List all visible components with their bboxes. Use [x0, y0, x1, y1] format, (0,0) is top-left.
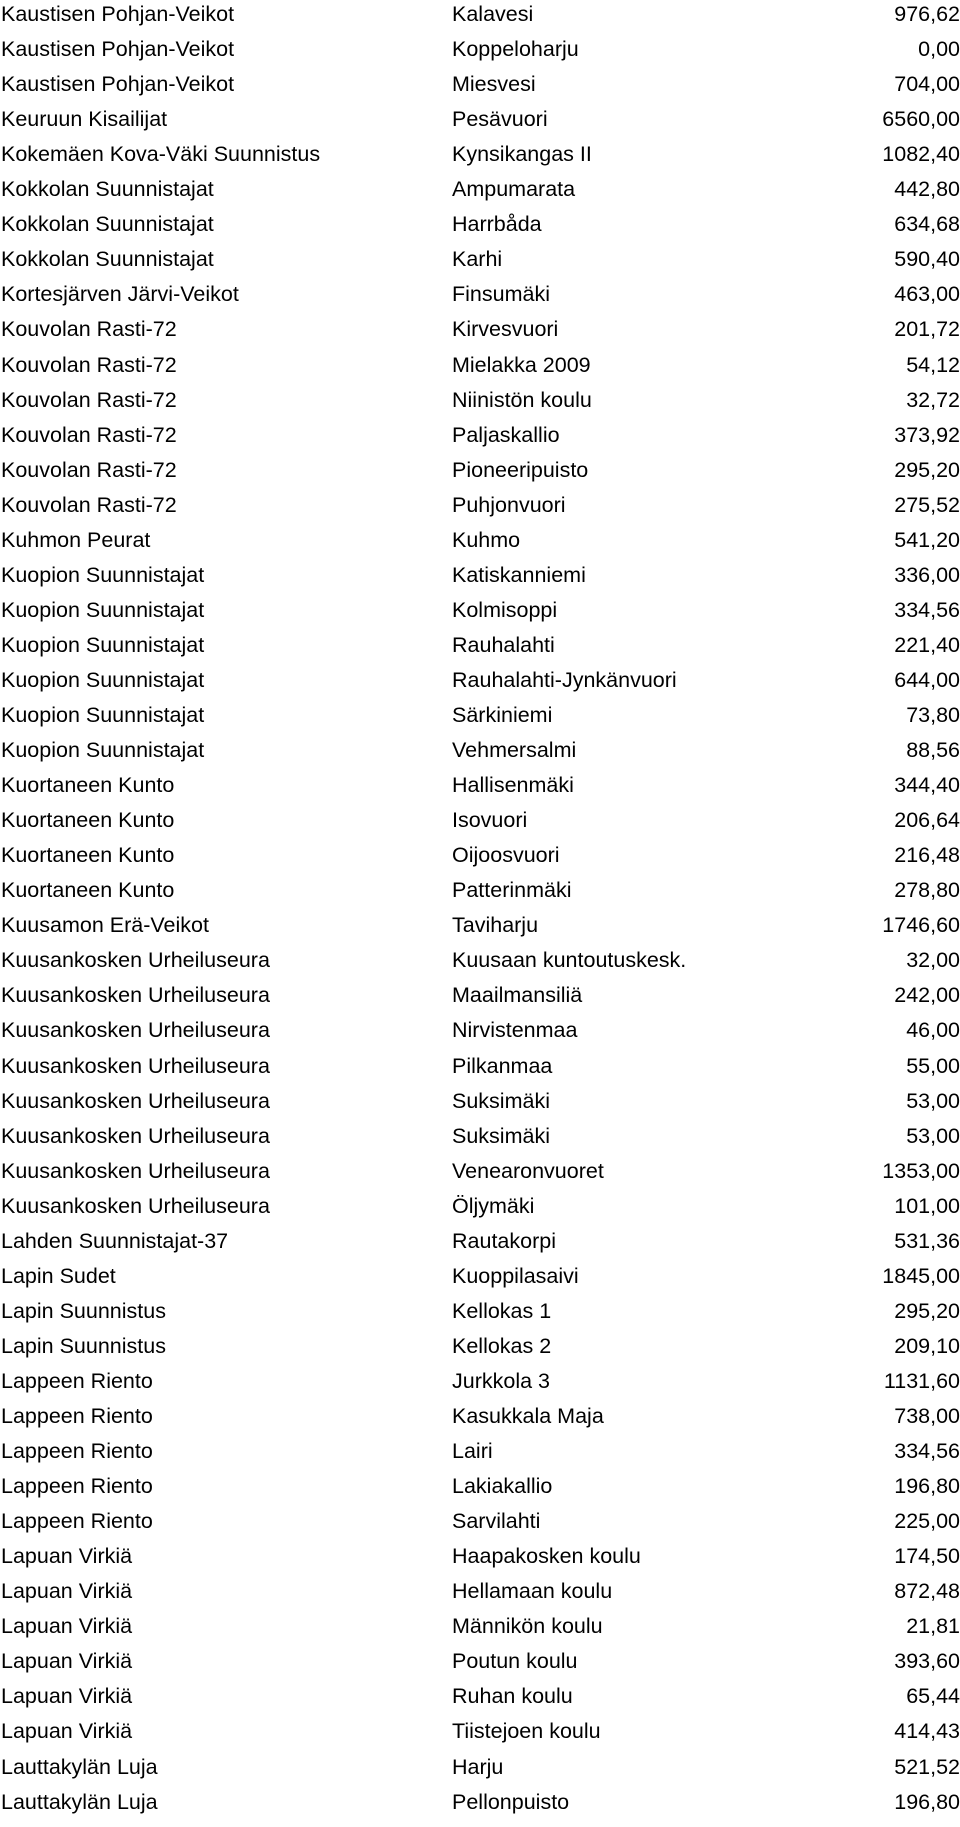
place-name: Oijoosvuori: [452, 843, 560, 868]
club-name: Kokkolan Suunnistajat: [1, 247, 214, 272]
table-row: [0, 1367, 960, 1402]
table-row: [0, 175, 960, 210]
club-name: Kuopion Suunnistajat: [1, 738, 205, 762]
club-name: Kuusankosken Urheiluseura: [1, 1018, 270, 1043]
club-name: Kokkolan Suunnistajat: [1, 212, 214, 237]
amount-value: 541,20: [894, 527, 960, 552]
club-name: Kuortaneen Kunto: [1, 808, 175, 833]
amount-value: 1131,60: [883, 1368, 960, 1393]
club-name: Lapuan Virkiä: [1, 1544, 133, 1569]
amount-value: 88,56: [906, 738, 960, 762]
club-name: Kuopion Suunnistajat: [1, 632, 205, 657]
amount-value: 53,00: [906, 1123, 960, 1148]
amount-value: 336,00: [894, 562, 960, 587]
place-name: Niinistön koulu: [452, 387, 592, 412]
club-name: Lapuan Virkiä: [1, 1719, 133, 1744]
club-name: Kortesjärven Järvi-Veikot: [1, 282, 239, 307]
place-name: Poutun koulu: [452, 1649, 578, 1674]
place-name: Sarvilahti: [452, 1509, 541, 1534]
table-row: [0, 1402, 960, 1437]
club-name: Kuortaneen Kunto: [1, 773, 175, 798]
amount-value: 242,00: [894, 983, 960, 1008]
place-name: Patterinmäki: [452, 878, 572, 903]
club-name: Kokkolan Suunnistajat: [1, 177, 214, 202]
amount-value: 1845,00: [882, 1263, 960, 1288]
amount-value: 590,40: [894, 247, 960, 272]
place-name: Taviharju: [452, 913, 539, 938]
amount-value: 6560,00: [882, 107, 960, 132]
table-row: [0, 981, 960, 1016]
club-name: Lahden Suunnistajat-37: [1, 1228, 229, 1253]
place-name: Männikön koulu: [452, 1614, 603, 1639]
place-name: Rautakorpi: [452, 1228, 556, 1253]
club-name: Kokemäen Kova-Väki Suunnistus: [1, 142, 321, 167]
table-row: [0, 1332, 960, 1367]
place-name: Kirvesvuori: [452, 317, 559, 342]
club-name: Lappeen Riento: [1, 1509, 153, 1534]
place-name: Mielakka 2009: [452, 352, 591, 377]
amount-value: 174,50: [894, 1544, 960, 1569]
amount-value: 196,80: [894, 1474, 960, 1499]
amount-value: 225,00: [894, 1509, 960, 1534]
table-row: [0, 946, 960, 981]
amount-value: 32,00: [906, 948, 960, 973]
table-row: [0, 1262, 960, 1297]
place-name: Ruhan koulu: [452, 1684, 573, 1709]
table-row: [0, 1507, 960, 1542]
amount-value: 206,64: [894, 808, 960, 833]
amount-value: 1746,60: [882, 913, 960, 938]
place-name: Suksimäki: [452, 1123, 550, 1148]
club-name: Kuusankosken Urheiluseura: [1, 1123, 270, 1148]
amount-value: 0,00: [918, 37, 960, 61]
table-row: [0, 1753, 960, 1788]
club-name: Kuusankosken Urheiluseura: [1, 1088, 270, 1113]
place-name: Katiskanniemi: [452, 562, 586, 587]
club-name: Kouvolan Rasti-72: [1, 492, 177, 517]
table-row: [0, 1717, 960, 1752]
table-row: [0, 351, 960, 386]
table-row: [0, 386, 960, 421]
place-name: Karhi: [452, 247, 503, 272]
place-name: Pesävuori: [452, 107, 548, 132]
amount-value: 976,62: [894, 2, 960, 26]
amount-value: 65,44: [906, 1684, 960, 1709]
table-row: [0, 1122, 960, 1157]
amount-value: 46,00: [906, 1018, 960, 1043]
table-row: [0, 1647, 960, 1682]
amount-value: 1353,00: [882, 1158, 960, 1183]
amount-value: 442,80: [894, 177, 960, 202]
table-row: [0, 1788, 960, 1823]
club-name: Kuusankosken Urheiluseura: [1, 948, 270, 973]
club-name: Kuhmon Peurat: [1, 527, 151, 552]
club-name: Kuusankosken Urheiluseura: [1, 1158, 270, 1183]
table-row: [0, 1437, 960, 1472]
club-name: Lappeen Riento: [1, 1404, 153, 1428]
place-name: Finsumäki: [452, 282, 550, 307]
table-row: [0, 1227, 960, 1262]
amount-value: 334,56: [894, 597, 960, 622]
place-name: Kellokas 1: [452, 1298, 552, 1323]
table-row: [0, 666, 960, 701]
place-name: Kuusaan kuntoutuskesk.: [452, 948, 687, 973]
club-name: Kuopion Suunnistajat: [1, 597, 205, 622]
place-name: Kynsikangas II: [452, 142, 592, 167]
club-name: Kouvolan Rasti-72: [1, 352, 177, 377]
place-name: Kuhmo: [452, 527, 521, 552]
place-name: Harrbåda: [452, 212, 542, 237]
table-row: [0, 140, 960, 175]
place-name: Ampumarata: [452, 177, 576, 202]
amount-value: 373,92: [894, 422, 960, 447]
table-row: [0, 1472, 960, 1507]
table-row: [0, 1192, 960, 1227]
place-name: Haapakosken koulu: [452, 1544, 641, 1569]
table-row: [0, 70, 960, 105]
place-name: Miesvesi: [452, 72, 536, 97]
club-name: Lapuan Virkiä: [1, 1579, 133, 1604]
table-row: [0, 421, 960, 456]
table-row: [0, 1577, 960, 1612]
table-row: [0, 1157, 960, 1192]
club-name: Lappeen Riento: [1, 1439, 153, 1463]
table-row: [0, 841, 960, 876]
club-name: Lapin Suunnistus: [1, 1333, 166, 1358]
club-name: Kuortaneen Kunto: [1, 878, 175, 903]
table-row: [0, 210, 960, 245]
table-row: [0, 1542, 960, 1577]
club-name: Kuusankosken Urheiluseura: [1, 1193, 270, 1218]
table-row: [0, 1297, 960, 1332]
place-name: Lairi: [452, 1439, 493, 1463]
table-row: [0, 456, 960, 491]
place-name: Hellamaan koulu: [452, 1579, 613, 1604]
club-name: Kaustisen Pohjan-Veikot: [1, 37, 235, 61]
amount-value: 531,36: [894, 1228, 960, 1253]
table-row: [0, 315, 960, 350]
place-name: Nirvistenmaa: [452, 1018, 578, 1043]
place-name: Kellokas 2: [452, 1333, 552, 1358]
table-row: [0, 596, 960, 631]
place-name: Kalavesi: [452, 2, 534, 26]
place-name: Kolmisoppi: [452, 597, 558, 622]
place-name: Maailmansiliä: [452, 983, 583, 1008]
amount-value: 872,48: [894, 1579, 960, 1604]
club-name: Lauttakylän Luja: [1, 1789, 158, 1814]
amount-value: 414,43: [894, 1719, 960, 1744]
club-name: Kaustisen Pohjan-Veikot: [1, 72, 235, 97]
table-row: [0, 561, 960, 596]
table-row: [0, 631, 960, 666]
table-row: [0, 105, 960, 140]
club-name: Kuopion Suunnistajat: [1, 703, 205, 727]
place-name: Vehmersalmi: [452, 738, 577, 762]
table-row: [0, 806, 960, 841]
place-name: Lakiakallio: [452, 1474, 553, 1499]
amount-value: 54,12: [906, 352, 960, 377]
club-name: Kuortaneen Kunto: [1, 843, 175, 868]
club-name: Kaustisen Pohjan-Veikot: [1, 2, 235, 26]
table-row: [0, 876, 960, 911]
amount-value: 634,68: [894, 212, 960, 237]
table-row: [0, 280, 960, 315]
club-name: Kouvolan Rasti-72: [1, 387, 177, 412]
amount-value: 295,20: [894, 457, 960, 482]
amount-value: 73,80: [906, 703, 960, 727]
club-name: Lapuan Virkiä: [1, 1684, 133, 1709]
table-row: [0, 1612, 960, 1647]
table-row: [0, 526, 960, 561]
place-name: Venearonvuoret: [452, 1158, 604, 1183]
club-name: Kouvolan Rasti-72: [1, 457, 177, 482]
table-row: [0, 0, 960, 35]
amount-value: 295,20: [894, 1298, 960, 1323]
amount-value: 21,81: [906, 1614, 960, 1639]
table-row: [0, 491, 960, 526]
place-name: Hallisenmäki: [452, 773, 574, 798]
place-name: Jurkkola 3: [452, 1368, 550, 1393]
place-name: Pellonpuisto: [452, 1789, 570, 1814]
amount-value: 738,00: [894, 1404, 960, 1428]
amount-value: 201,72: [894, 317, 960, 342]
place-name: Isovuori: [452, 808, 528, 833]
club-name: Lauttakylän Luja: [1, 1754, 158, 1779]
place-name: Tiistejoen koulu: [452, 1719, 601, 1744]
club-name: Lapuan Virkiä: [1, 1614, 133, 1639]
amount-value: 463,00: [894, 282, 960, 307]
club-name: Lappeen Riento: [1, 1474, 153, 1499]
club-name: Kouvolan Rasti-72: [1, 422, 177, 447]
club-name: Kuusankosken Urheiluseura: [1, 983, 270, 1008]
table-row: [0, 1682, 960, 1717]
amount-value: 209,10: [894, 1333, 960, 1358]
amount-value: 344,40: [894, 773, 960, 798]
amount-value: 704,00: [894, 72, 960, 97]
place-name: Rauhalahti-Jynkänvuori: [452, 667, 677, 692]
place-name: Kasukkala Maja: [452, 1404, 604, 1428]
amount-value: 101,00: [894, 1193, 960, 1218]
place-name: Öljymäki: [452, 1193, 535, 1218]
table-row: [0, 1016, 960, 1051]
place-name: Särkiniemi: [452, 703, 553, 727]
amount-value: 216,48: [894, 843, 960, 868]
table-row: [0, 1087, 960, 1122]
amount-value: 393,60: [894, 1649, 960, 1674]
table-row: [0, 771, 960, 806]
club-name: Kouvolan Rasti-72: [1, 317, 177, 342]
amount-value: 275,52: [894, 492, 960, 517]
club-name: Lapuan Virkiä: [1, 1649, 133, 1674]
place-name: Pilkanmaa: [452, 1053, 553, 1078]
place-name: Pioneeripuisto: [452, 457, 589, 482]
club-name: Keuruun Kisailijat: [1, 107, 168, 132]
amount-value: 1082,40: [882, 142, 960, 167]
club-name: Lapin Suunnistus: [1, 1298, 166, 1323]
place-name: Koppeloharju: [452, 37, 579, 61]
club-name: Kuopion Suunnistajat: [1, 562, 205, 587]
amount-value: 644,00: [894, 667, 960, 692]
table-row: [0, 1052, 960, 1087]
place-name: Kuoppilasaivi: [452, 1263, 579, 1288]
place-name: Suksimäki: [452, 1088, 550, 1113]
table-row: [0, 35, 960, 70]
amount-value: 55,00: [906, 1053, 960, 1078]
amount-value: 196,80: [894, 1789, 960, 1814]
amount-value: 32,72: [906, 387, 960, 412]
place-name: Rauhalahti: [452, 632, 555, 657]
amount-value: 334,56: [894, 1439, 960, 1463]
place-name: Paljaskallio: [452, 422, 560, 447]
table-row: [0, 911, 960, 946]
amount-value: 521,52: [894, 1754, 960, 1779]
place-name: Puhjonvuori: [452, 492, 566, 517]
table-row: [0, 245, 960, 280]
amount-value: 221,40: [894, 632, 960, 657]
amount-value: 53,00: [906, 1088, 960, 1113]
table-row: [0, 736, 960, 771]
table-row: [0, 701, 960, 736]
club-name: Lappeen Riento: [1, 1368, 153, 1393]
amount-value: 278,80: [894, 878, 960, 903]
place-name: Harju: [452, 1754, 504, 1779]
club-name: Kuopion Suunnistajat: [1, 667, 205, 692]
club-name: Kuusamon Erä-Veikot: [1, 913, 209, 938]
club-name: Kuusankosken Urheiluseura: [1, 1053, 270, 1078]
club-name: Lapin Sudet: [1, 1263, 116, 1288]
